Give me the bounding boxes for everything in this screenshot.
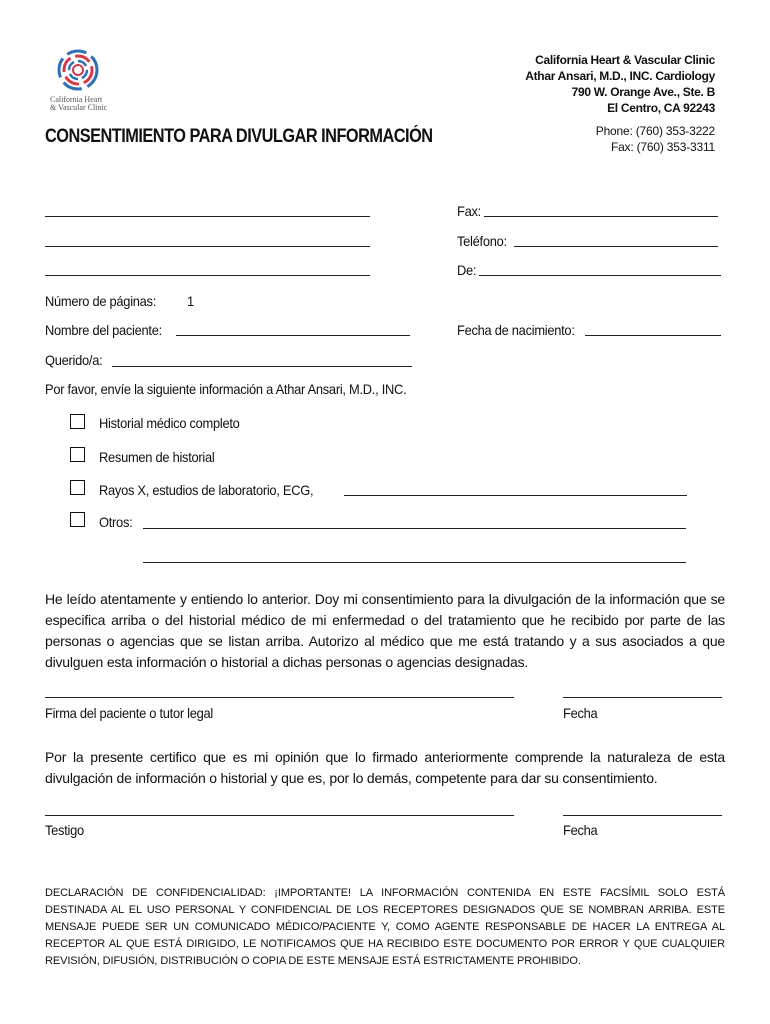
checkbox-historial-completo[interactable]	[70, 414, 85, 429]
recipient-line-3[interactable]	[45, 275, 370, 276]
pages-label: Número de páginas:	[45, 293, 157, 309]
logo-line-2: & Vascular Clinic	[50, 103, 108, 112]
clinic-name: California Heart & Vascular Clinic	[535, 53, 715, 67]
rayos-x-detail-field[interactable]	[344, 495, 687, 496]
clinic-phone: Phone: (760) 353-3222	[595, 124, 715, 138]
telefono-field[interactable]	[514, 246, 718, 247]
fax-label: Fax:	[457, 203, 481, 219]
otros-field-line-2[interactable]	[143, 562, 686, 563]
witness-date-label: Fecha	[563, 822, 598, 838]
clinic-address-2: El Centro, CA 92243	[607, 101, 715, 115]
witness-signature-field[interactable]	[45, 815, 514, 816]
option-label-rayos-x: Rayos X, estudios de laboratorio, ECG,	[99, 482, 314, 498]
recipient-line-1[interactable]	[45, 216, 370, 217]
clinic-contact-block	[596, 123, 715, 155]
confidentiality-notice: DECLARACIÓN DE CONFIDENCIALIDAD: ¡IMPORTANTE! LA INFORMACIÓN CONTENIDA EN ESTE FACSÍMIL SOLO ESTÁ DESTINADA AL EL USO PERSONAL Y CONFIDENCIAL DE LOS RECEPTORES DESIGNADOS QUE SE NOMBRAN ARRIBA. ESTE MENSAJE PUEDE SER UN COMUNICADO MÉDICO/PACIENTE Y, COMO AGENTE RESPONSABLE DE HACER LA ENTREGA AL RECEPTOR AL QUE ESTÁ DIRIGIDO, LE NOTIFICAMOS QUE HA RECIBIDO ESTE DOCUMENTO POR ERROR Y QUE CUALQUIER REVISIÓN, DIFUSIÓN, DISTRIBUCIÓN O COPIA DE ESTE MENSAJE ESTÁ ESTRICTAMENTE PROHIBIDO.	[45, 887, 725, 967]
option-label-historial-completo: Historial médico completo	[99, 415, 240, 431]
patient-name-field[interactable]	[176, 335, 410, 336]
de-field[interactable]	[479, 275, 721, 276]
recipient-line-2[interactable]	[45, 246, 370, 247]
otros-field-line-1[interactable]	[143, 528, 686, 529]
option-label-otros: Otros:	[99, 514, 133, 530]
dob-label: Fecha de nacimiento:	[457, 322, 575, 338]
dear-field[interactable]	[112, 366, 412, 367]
certify-paragraph: Por la presente certifico que es mi opinión que lo firmado anteriormente comprende la naturaleza de esta divulgación de información o historial y que es, por lo demás, competente para dar su consentimiento.	[45, 749, 725, 786]
patient-signature-field[interactable]	[45, 697, 514, 698]
clinic-address-block	[525, 52, 715, 116]
witness-label: Testigo	[45, 822, 84, 838]
clinic-doctor: Athar Ansari, M.D., INC. Cardiology	[525, 69, 715, 83]
checkbox-rayos-x[interactable]	[70, 480, 85, 495]
patient-signature-label: Firma del paciente o tutor legal	[45, 705, 214, 721]
signature-date-field[interactable]	[563, 697, 722, 698]
clinic-address-1: 790 W. Orange Ave., Ste. B	[571, 85, 715, 99]
clinic-fax: Fax: (760) 353-3311	[610, 140, 715, 154]
page-title: CONSENTIMIENTO PARA DIVULGAR INFORMACIÓN	[45, 126, 433, 147]
fax-field[interactable]	[484, 216, 718, 217]
telefono-label: Teléfono:	[457, 233, 507, 249]
logo-text	[50, 96, 120, 112]
signature-date-label: Fecha	[563, 705, 598, 721]
request-text: Por favor, envíe la siguiente información a Athar Ansari, M.D., INC.	[45, 381, 407, 397]
consent-paragraph: He leído atentamente y entiendo lo anterior. Doy mi consentimiento para la divulgación de la información que se especifica arriba o del historial médico de mi enfermedad o del tratamiento que he recibido por parte de las personas o agencias que se listan arriba. Autorizo al médico que me está tratando y a sus asociados a que divulguen esta información o historial a dichas personas o agencias designadas.	[45, 591, 725, 670]
checkbox-otros[interactable]	[70, 512, 85, 527]
de-label: De:	[457, 262, 477, 278]
dob-field[interactable]	[585, 335, 721, 336]
dear-label: Querido/a:	[45, 352, 103, 368]
checkbox-resumen-historial[interactable]	[70, 447, 85, 462]
option-label-resumen-historial: Resumen de historial	[99, 449, 215, 465]
patient-name-label: Nombre del paciente:	[45, 322, 162, 338]
pages-value: 1	[187, 293, 194, 309]
logo-line-1: California Heart	[50, 95, 103, 104]
witness-date-field[interactable]	[563, 815, 722, 816]
